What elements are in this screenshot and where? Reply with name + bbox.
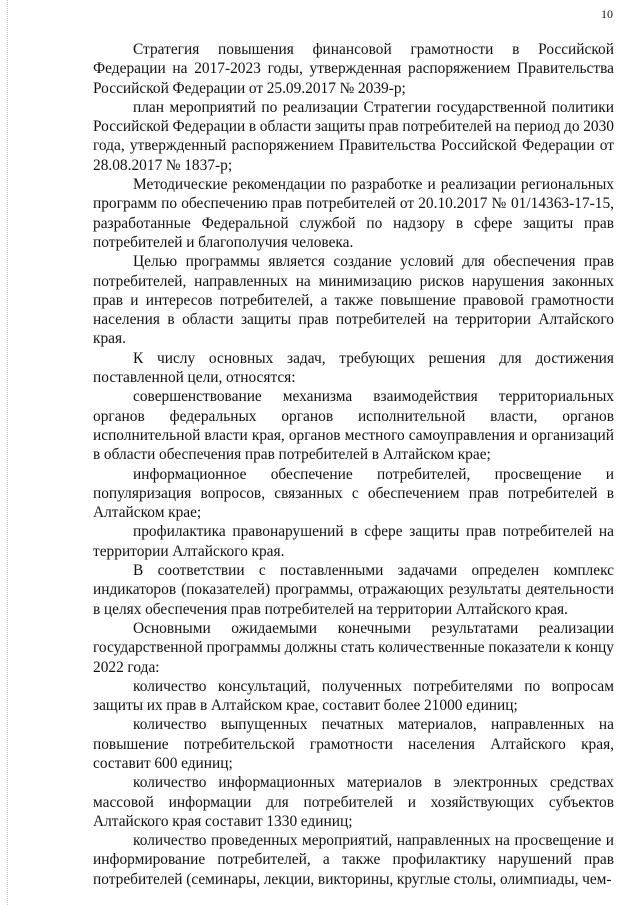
paragraph-task-prevention: профилактика правонарушений в сфере защиты прав потребителей на территории Алтайского края. <box>93 523 614 560</box>
scan-margin-line <box>7 0 8 905</box>
paragraph-indicators: В соответствии с поставленными задачами определен комплекс индикаторов (показателей) программы, отражающих результаты деятельности в целях обеспечения прав потребителей на территории Алтайского края. <box>93 562 614 618</box>
paragraph-result-media-materials: количество информационных материалов в электронных средствах массовой информации для потребителей и хозяйствующих субъектов Алтайского края составит 1330 единиц; <box>93 774 614 830</box>
paragraph-task-interaction: совершенствование механизма взаимодействия территориальных органов федеральных органов исполнительной власти, органов исполнительной власти края, органов местного самоуправления и организаций в области обеспечения прав потребителей в Алтайском крае; <box>93 388 614 464</box>
paragraph-program-goal: Целью программы является создание условий для обеспечения прав потребителей, направленных на минимизацию рисков нарушения законных прав и интересов потребителей, а также повышение правовой грамотности населения в области защиты прав потребителей на территории Алтайского края. <box>93 253 614 348</box>
document-body <box>93 40 614 889</box>
page-number: 10 <box>601 7 613 21</box>
paragraph-methodological-recommendations: Методические рекомендации по разработке и реализации региональных программ по обеспечению прав потребителей от 20.10.2017 № 01/14363-17-15, разработанные Федеральной службой по надзору в сфере защиты прав потребителей и благополучия человека. <box>93 176 614 251</box>
paragraph-result-consultations: количество консультаций, полученных потребителями по вопросам защиты их прав в Алтайском крае, составит более 21000 единиц; <box>93 677 614 715</box>
paragraph-task-information: информационное обеспечение потребителей, просвещение и популяризация вопросов, связанных с обеспечением прав потребителей в Алтайском крае; <box>93 465 614 522</box>
paragraph-result-printed-materials: количество выпущенных печатных материалов, направленных на повышение потребительской грамотности населения Алтайского края, составит 600 единиц; <box>93 716 614 772</box>
paragraph-action-plan: план мероприятий по реализации Стратегии государственной политики Российской Федерации в области защиты прав потребителей на период до 2030 года, утвержденный распоряжением Правительства Российской Федерации от 28.08.2017 № 1837-р; <box>93 98 614 174</box>
paragraph-main-tasks-intro: К числу основных задач, требующих решения для достижения поставленной цели, относятся: <box>93 349 614 387</box>
paragraph-financial-literacy-strategy: Стратегия повышения финансовой грамотности в Российской Федерации на 2017-2023 годы, утвержденная распоряжением Правительства Российской Федерации от 25.09.2017 № 2039-р; <box>93 41 614 97</box>
paragraph-result-events: количество проведенных мероприятий, направленных на просвещение и информирование потребителей, а также профилактику нарушений прав потребителей (семинары, лекции, викторины, круглые столы, олимпиады, чем- <box>93 832 614 888</box>
paragraph-expected-results-intro: Основными ожидаемыми конечными результатами реализации государственной программы должны стать количественные показатели к концу 2022 года: <box>93 619 614 676</box>
